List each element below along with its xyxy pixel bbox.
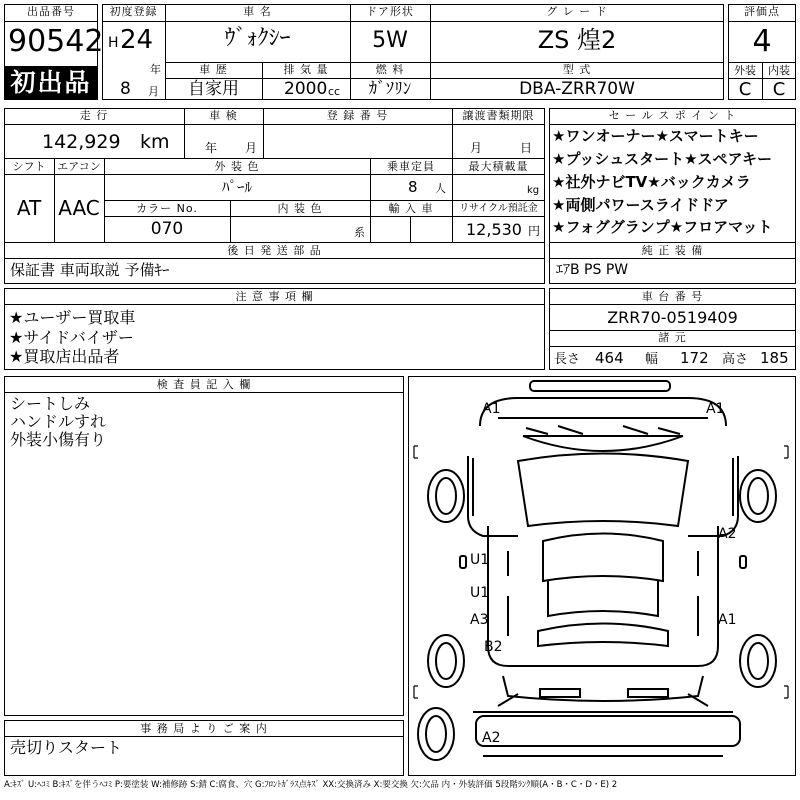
color-label: 外 装 色 (214, 160, 260, 173)
first-reg-month: 8 (120, 79, 131, 99)
inspector-label: 検 査 員 記 入 欄 (156, 378, 252, 391)
damage-mark: A3 (470, 612, 489, 628)
score-label: 評価点 (744, 5, 780, 18)
door-type: 5W (372, 28, 408, 53)
interior-label: 内装 (768, 64, 790, 77)
damage-mark: A1 (706, 401, 725, 417)
load-unit: kg (527, 185, 540, 196)
score: 4 (752, 24, 772, 59)
chassis-label: 車 台 番 号 (641, 290, 704, 303)
transfer-label: 譲渡書類期限 (462, 109, 535, 122)
notes-line: ★買取店出品者 (9, 347, 120, 366)
displacement-label: 排 気 量 (283, 63, 329, 76)
equip-label: 純 正 装 備 (641, 244, 704, 257)
height-label: 高さ (722, 352, 749, 367)
history-label: 車 歴 (199, 63, 228, 76)
office-label: 事 務 局 よ り ご 案 内 (140, 722, 268, 735)
capacity-unit: 人 (435, 182, 446, 195)
spec-label: 諸 元 (658, 331, 687, 344)
era: H (108, 35, 119, 51)
width-label: 幅 (645, 352, 659, 367)
equip: ｴｱB PS PW (556, 262, 629, 278)
damage-mark: B2 (484, 639, 503, 655)
door-label: ドア形状 (366, 5, 414, 18)
mileage-unit: km (140, 131, 170, 153)
inspection-month-unit: 月 (245, 141, 258, 155)
sales-line: ★両側パワースライドドア (552, 196, 729, 214)
shift-label: シフト (12, 160, 46, 173)
damage-mark: A2 (718, 526, 737, 542)
color-no: 070 (150, 219, 184, 239)
exterior-label: 外装 (734, 64, 756, 77)
inspector-line: 外装小傷有り (10, 430, 107, 449)
inspection-year-unit: 年 (205, 141, 218, 155)
later-parts-label: 後 日 発 送 部 品 (227, 244, 322, 257)
displacement: 2000 (284, 79, 328, 99)
load-label: 最大積載量 (468, 160, 529, 173)
fuel-label: 燃 料 (375, 63, 405, 76)
interior-grade: C (772, 79, 786, 100)
recycle-unit: 円 (528, 224, 541, 238)
inspector-line: ハンドルすれ (10, 412, 107, 431)
damage-mark: A2 (482, 730, 501, 746)
ac-label: エアコン (57, 160, 101, 173)
capacity-label: 乗車定員 (387, 160, 435, 173)
car-name: ｳﾞｫｸｼｰ (224, 26, 291, 51)
height: 185 (760, 349, 789, 367)
damage-legend: A:ｷｽﾞ U:ﾍｺﾐ B:ｷｽﾞを伴うﾍｺﾐ P:要塗装 W:補修跡 S:錆 C:腐食、穴 G:ﾌﾛﾝﾄｶﾞﾗｽ点ｷｽﾞ XX:交換済み X:要交換 欠:欠品 内・外装評価 5段階ﾗﾝｸ順(A・B・C・D・E) 2 (4, 780, 618, 790)
int-color-unit: 系 (354, 226, 365, 239)
month-unit: 月 (148, 85, 159, 98)
lot-label: 出品番号 (27, 5, 75, 18)
damage-mark: U1 (470, 552, 490, 568)
transfer-day-unit: 日 (520, 141, 533, 155)
sales-line: ★フォググランプ★フロアマット (552, 218, 773, 236)
first-reg-year: 24 (120, 25, 154, 55)
grade-label: グ レ ー ド (546, 5, 608, 18)
int-color-label: 内 装 色 (277, 202, 323, 215)
import-label: 輸 入 車 (388, 202, 434, 215)
lot-number: 90542 (8, 24, 104, 59)
inspector-line: シートしみ (10, 394, 91, 413)
car-damage-diagram (408, 376, 796, 776)
history: 自家用 (188, 79, 239, 99)
notes-line: ★サイドバイザー (9, 328, 134, 347)
notes-line: ★ユーザー買取車 (9, 308, 136, 327)
displacement-unit: cc (328, 85, 341, 98)
sales-line: ★社外ナビTV★バックカメラ (552, 173, 751, 191)
office-text: 売切りスタート (10, 738, 123, 757)
first-reg-label: 初度登録 (109, 5, 158, 18)
sales-line: ★ワンオーナー★スマートキー (552, 127, 759, 145)
reg-no-label: 登 録 番 号 (326, 109, 389, 122)
color-no-label: カラー No. (136, 202, 198, 215)
length-label: 長さ (554, 352, 581, 367)
model-label: 型 式 (562, 63, 592, 76)
first-listing-badge: 初出品 (5, 66, 97, 99)
sales-line: ★プッシュスタート★スペアキー (552, 150, 772, 168)
damage-mark: A1 (718, 612, 737, 628)
exterior-grade: C (738, 79, 752, 100)
recycle: 12,530 (466, 220, 522, 239)
color: ﾊﾟｰﾙ (221, 178, 252, 196)
fuel: ｶﾞｿﾘﾝ (368, 79, 412, 99)
damage-mark: U1 (470, 585, 490, 601)
shift: AT (16, 196, 42, 220)
width: 172 (680, 349, 709, 367)
grade: ZS 煌2 (537, 26, 617, 54)
later-parts: 保証書 車両取説 予備ｷｰ (10, 261, 170, 279)
model: DBA-ZRR70W (519, 79, 635, 99)
recycle-label: リサイクル預託金 (459, 203, 538, 214)
capacity: 8 (408, 178, 418, 196)
damage-mark: A1 (482, 401, 501, 417)
ac: AAC (58, 196, 100, 220)
chassis-number: ZRR70-0519409 (607, 308, 738, 327)
notes-label: 注 意 事 項 欄 (235, 290, 314, 303)
year-unit: 年 (150, 63, 161, 76)
inspection-label: 車 検 (209, 109, 238, 122)
length: 464 (595, 349, 624, 367)
mileage: 142,929 (42, 131, 121, 153)
mileage-label: 走 行 (79, 109, 109, 122)
car-name-label: 車 名 (243, 5, 272, 18)
transfer-month-unit: 月 (470, 141, 483, 155)
sales-label: セ ー ル ス ポ イ ン ト (608, 109, 737, 122)
